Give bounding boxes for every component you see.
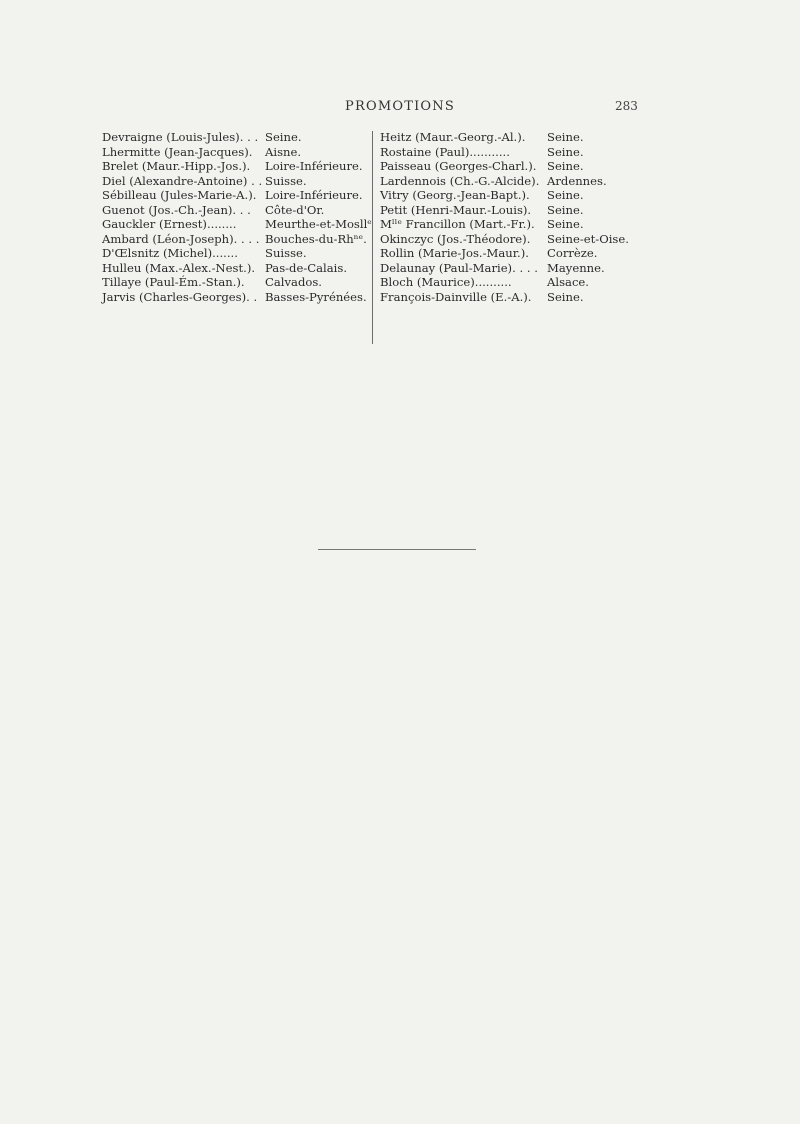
list-item (102, 188, 362, 203)
person-name: Heitz (Maur.-Georg.-Al.). (380, 130, 526, 144)
person-name: Diel (Alexandre-Antoine) . . (102, 173, 263, 188)
place-name: Calvados. (265, 275, 322, 289)
place-name: Meurthe-et-Mosllᵉ (265, 217, 372, 231)
list-item (102, 174, 362, 189)
place-name: Seine. (547, 159, 584, 173)
person-name: Okinczyc (Jos.-Théodore). (380, 231, 531, 246)
list-item (380, 145, 680, 160)
place-name: Seine. (547, 130, 584, 144)
person-name: Sébilleau (Jules-Marie-A.). (102, 188, 257, 202)
place-name: Suisse. (265, 246, 307, 260)
person-name: Rostaine (Paul)........... (380, 144, 510, 159)
person-name: François-Dainville (E.-A.). (380, 289, 532, 304)
list-item (102, 159, 362, 174)
place-name: Aisne. (265, 144, 302, 159)
running-title: PROMOTIONS (345, 99, 455, 114)
list-item (380, 188, 680, 203)
list-item (380, 261, 680, 276)
person-name: Gauckler (Ernest)........ (102, 217, 237, 231)
left-column (102, 130, 372, 304)
place-name: Côte-d'Or. (265, 202, 325, 217)
place-name: Seine. (547, 289, 584, 304)
place-name: Seine-et-Oise. (547, 231, 629, 246)
list-item (380, 203, 680, 218)
list-item (102, 246, 362, 261)
list-item (102, 231, 367, 247)
place-name: Suisse. (265, 173, 307, 188)
list-item (102, 275, 362, 290)
person-name: D'Œlsnitz (Michel)....... (102, 246, 238, 260)
place-name: Seine. (547, 202, 584, 217)
section-end-rule (318, 549, 476, 550)
page-number: 283 (615, 99, 638, 113)
place-name: Alsace. (547, 275, 589, 289)
person-name: Paisseau (Georges-Charl.). (380, 159, 537, 173)
list-item (102, 261, 362, 276)
list-item (380, 159, 680, 174)
place-name: Ardennes. (547, 173, 607, 188)
place-name: Loire-Inférieure. (265, 188, 363, 202)
place-name: Corrèze. (547, 246, 598, 260)
person-name: Mˡˡᵉ Francillon (Mart.-Fr.). (380, 217, 535, 231)
place-name: Basses-Pyrénées. (265, 289, 367, 304)
list-item (102, 217, 372, 232)
list-item (380, 290, 680, 305)
list-item (380, 217, 680, 232)
list-item (380, 130, 680, 145)
person-name: Guenot (Jos.-Ch.-Jean). . . (102, 202, 251, 217)
place-name: Seine. (265, 130, 302, 144)
list-item (380, 174, 680, 189)
place-name: Pas-de-Calais. (265, 260, 348, 275)
place-name: Seine. (547, 144, 584, 159)
page-header (0, 99, 800, 117)
list-item (102, 145, 362, 160)
place-name: Seine. (547, 217, 584, 231)
list-item (102, 289, 367, 305)
list-item (102, 130, 362, 145)
list-item (102, 203, 362, 218)
person-name: Delaunay (Paul-Marie). . . . (380, 260, 538, 275)
place-name: Bouches-du-Rhⁿᵉ. (265, 231, 367, 246)
person-name: Rollin (Marie-Jos.-Maur.). (380, 246, 529, 260)
person-name: Devraigne (Louis-Jules). . . (102, 130, 259, 144)
list-item (380, 232, 680, 247)
person-name: Vitry (Georg.-Jean-Bapt.). (380, 188, 530, 202)
list-item (380, 275, 680, 290)
person-name: Bloch (Maurice).......... (380, 275, 512, 289)
place-name: Seine. (547, 188, 584, 202)
person-name: Hulleu (Max.-Alex.-Nest.). (102, 260, 256, 275)
place-name: Loire-Inférieure. (265, 159, 363, 173)
person-name: Jarvis (Charles-Georges). . (102, 289, 258, 304)
person-name: Ambard (Léon-Joseph). . . . (102, 231, 260, 246)
right-column (380, 130, 680, 304)
person-name: Tillaye (Paul-Ém.-Stan.). (102, 275, 245, 289)
list-item (380, 246, 680, 261)
person-name: Lardennois (Ch.-G.-Alcide). (380, 173, 540, 188)
place-name: Mayenne. (547, 260, 605, 275)
column-divider (372, 131, 373, 344)
person-name: Petit (Henri-Maur.-Louis). (380, 202, 532, 217)
person-name: Brelet (Maur.-Hipp.-Jos.). (102, 159, 251, 173)
person-name: Lhermitte (Jean-Jacques). (102, 144, 253, 159)
